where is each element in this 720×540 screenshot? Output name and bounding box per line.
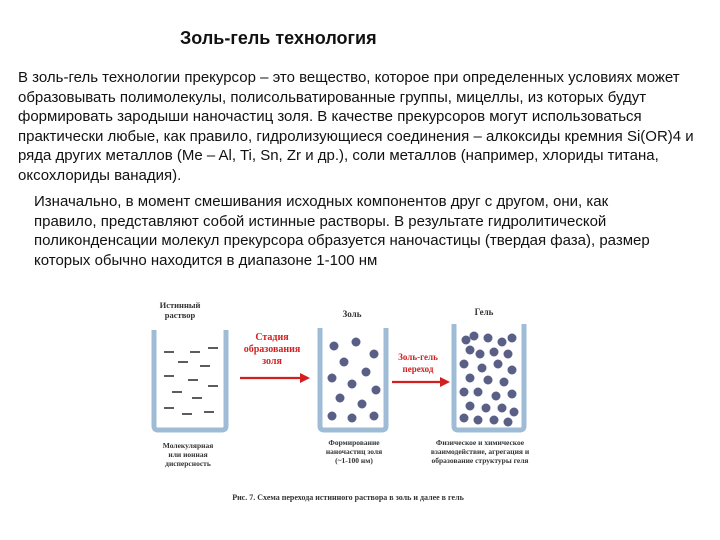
caption2-line2: наночастиц золя	[325, 447, 383, 456]
arrow1-label-line2: образования	[243, 344, 301, 355]
arrow2-label-line2: переход	[402, 364, 434, 374]
beaker2-label: Золь	[342, 309, 362, 319]
page-title: Золь-гель технология	[180, 28, 377, 48]
beaker-true-solution	[154, 300, 226, 468]
arrow2-label-line1: Золь-гель	[398, 352, 438, 362]
arrow1-label-line1: Стадия	[255, 332, 289, 343]
beaker3-label: Гель	[474, 307, 494, 317]
arrow-sol-formation	[240, 332, 310, 383]
caption2-line1: Формирование	[328, 438, 380, 447]
beaker1-label-line1: Истинный	[159, 300, 201, 310]
sol-gel-diagram	[148, 292, 548, 510]
figure-caption: Рис. 7. Схема перехода истинного раствора в золь и далее в гель	[232, 493, 464, 502]
arrow1-label-line3: золя	[262, 356, 282, 367]
caption3-line2: взаимодействие, агрегация и	[430, 447, 530, 456]
caption1-line1: Молекулярная	[162, 441, 214, 450]
beaker1-label-line2: раствор	[164, 310, 196, 320]
paragraph-precursor: В золь-гель технологии прекурсор – это вещество, которое при определенных условиях может образовывать полимолекулы, полисольватированные группы, мицеллы, из которых будут формировать зародыши наночастиц золя. В качестве прекурсоров могут использоваться практически любые, как правило, гидролизующиеся соединения – алкоксиды кремния Si(OR)4 и ряда других металлов (Me – Al, Ti, Sn, Zr и др.), соли металлов (например, хлориды титана, оксохлориды ванадия).	[18, 69, 694, 184]
paragraph-nanoparticles: Изначально, в момент смешивания исходных компонентов друг с другом, они, как правило, представляют собой истинные растворы. В результате гидролитической поликонденсации молекул прекурсора образуется наночастицы (твердая фаза), размер которых обычно находится в диапазоне 1-100 нм	[34, 193, 650, 269]
arrow2-head-icon	[440, 377, 450, 387]
arrow-sol-gel-transition	[392, 352, 450, 387]
arrow1-head-icon	[300, 373, 310, 383]
beaker-gel	[431, 307, 530, 465]
caption2-line3: (~1-100 нм)	[335, 456, 373, 465]
beaker-sol	[320, 309, 386, 465]
caption3-line1: Физическое и химическое	[435, 438, 525, 447]
caption1-line3: дисперсность	[165, 459, 211, 468]
caption1-line2: или ионная	[168, 450, 208, 459]
caption3-line3: образование структуры геля	[431, 456, 529, 465]
